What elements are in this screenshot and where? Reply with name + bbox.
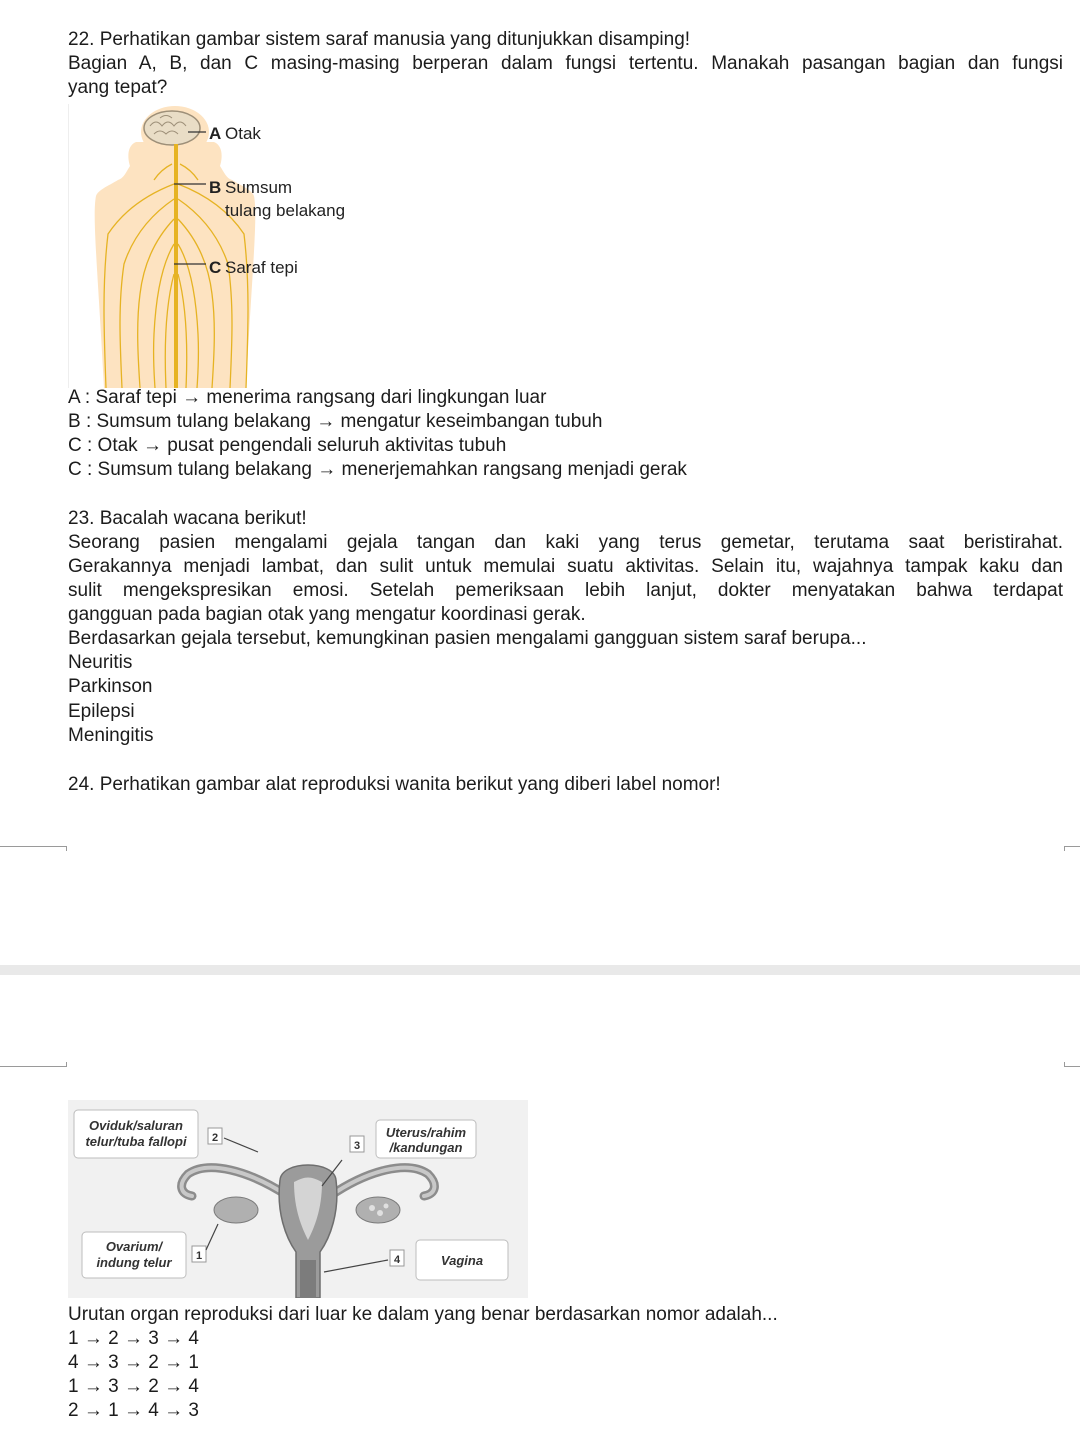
q23-title: 23. Bacalah wacana berikut!	[68, 508, 307, 529]
q22-stem-cont: yang tepat?	[68, 77, 168, 98]
ovary-right	[356, 1197, 400, 1223]
label-ovary-line1: Ovarium/	[105, 1239, 163, 1254]
number-3: 3	[353, 1140, 361, 1152]
label-a-text: Otak	[225, 124, 261, 143]
number-1: 1	[195, 1250, 203, 1262]
vagina-canal	[300, 1260, 316, 1298]
crop-mark	[1064, 1062, 1080, 1067]
q24-option: 2 → 1 → 4 → 3	[68, 1400, 199, 1421]
passage-line: Seorang pasien mengalami gejala tangan dan kaki yang terus gemetar, terutama saat beristirahat.	[68, 532, 1063, 553]
q22-option: C : Otak → pusat pengendali seluruh aktivitas tubuh	[68, 435, 507, 456]
label-uterus-line2: /kandungan	[389, 1140, 463, 1155]
q22-stem: Bagian A, B, dan C masing-masing berperan dalam fungsi tertentu. Manakah pasangan bagian dan fungsi	[68, 53, 1063, 74]
passage-line: Gerakannya menjadi lambat, dan sulit untuk memulai suatu aktivitas. Selain itu, wajahnya tampak kaku dan	[68, 556, 1063, 577]
q23-option: Parkinson	[68, 676, 153, 697]
label-b-letter: B	[209, 178, 222, 197]
label-b-text2: tulang belakang	[225, 201, 346, 220]
page-separator	[0, 965, 1080, 975]
crop-mark	[0, 846, 67, 851]
label-vagina: Vagina	[440, 1253, 484, 1268]
label-uterus-line1: Uterus/rahim	[385, 1125, 467, 1140]
label-b-text1: Sumsum	[225, 178, 293, 197]
q22-option: B : Sumsum tulang belakang → mengatur keseimbangan tubuh	[68, 411, 603, 432]
q23-option: Meningitis	[68, 725, 154, 746]
q24-title: 24. Perhatikan gambar alat reproduksi wanita berikut yang diberi label nomor!	[68, 774, 721, 795]
number-4: 4	[393, 1254, 401, 1266]
brain	[144, 111, 200, 145]
crop-mark	[0, 1062, 67, 1067]
q23-option: Epilepsi	[68, 701, 135, 722]
label-c-text: Saraf tepi	[225, 258, 298, 277]
q22-option: A : Saraf tepi → menerima rangsang dari lingkungan luar	[68, 387, 547, 408]
q24-option: 1 → 3 → 2 → 4	[68, 1376, 199, 1397]
passage-line: sulit mengekspresikan emosi. Setelah pemeriksaan lebih lanjut, dokter menyatakan bahwa terdapat	[68, 580, 1063, 601]
q24-option: 1 → 2 → 3 → 4	[68, 1328, 199, 1349]
q23-option: Neuritis	[68, 652, 133, 673]
label-oviduct-line2: telur/tuba fallopi	[85, 1134, 187, 1149]
q23-passage-last: gangguan pada bagian otak yang mengatur koordinasi gerak.	[68, 604, 586, 625]
label-c-letter: C	[209, 258, 222, 277]
q22-option: C : Sumsum tulang belakang → menerjemahkan rangsang menjadi gerak	[68, 459, 687, 480]
label-oviduct-line1: Oviduk/saluran	[89, 1118, 183, 1133]
q23-question: Berdasarkan gejala tersebut, kemungkinan pasien mengalami gangguan sistem saraf berupa...	[68, 628, 867, 649]
label-ovary-line2: indung telur	[96, 1255, 172, 1270]
label-a-letter: A	[209, 124, 222, 143]
ovary-left	[214, 1197, 258, 1223]
number-2: 2	[211, 1132, 219, 1144]
crop-mark	[1064, 846, 1080, 851]
q24-option: 4 → 3 → 2 → 1	[68, 1352, 199, 1373]
q22-title: 22. Perhatikan gambar sistem saraf manusia yang ditunjukkan disamping!	[68, 29, 691, 50]
reproductive-system-figure	[68, 1100, 528, 1298]
q23-passage	[68, 531, 1063, 603]
q24-question: Urutan organ reproduksi dari luar ke dalam yang benar berdasarkan nomor adalah...	[68, 1304, 778, 1325]
nervous-system-figure	[68, 104, 368, 388]
